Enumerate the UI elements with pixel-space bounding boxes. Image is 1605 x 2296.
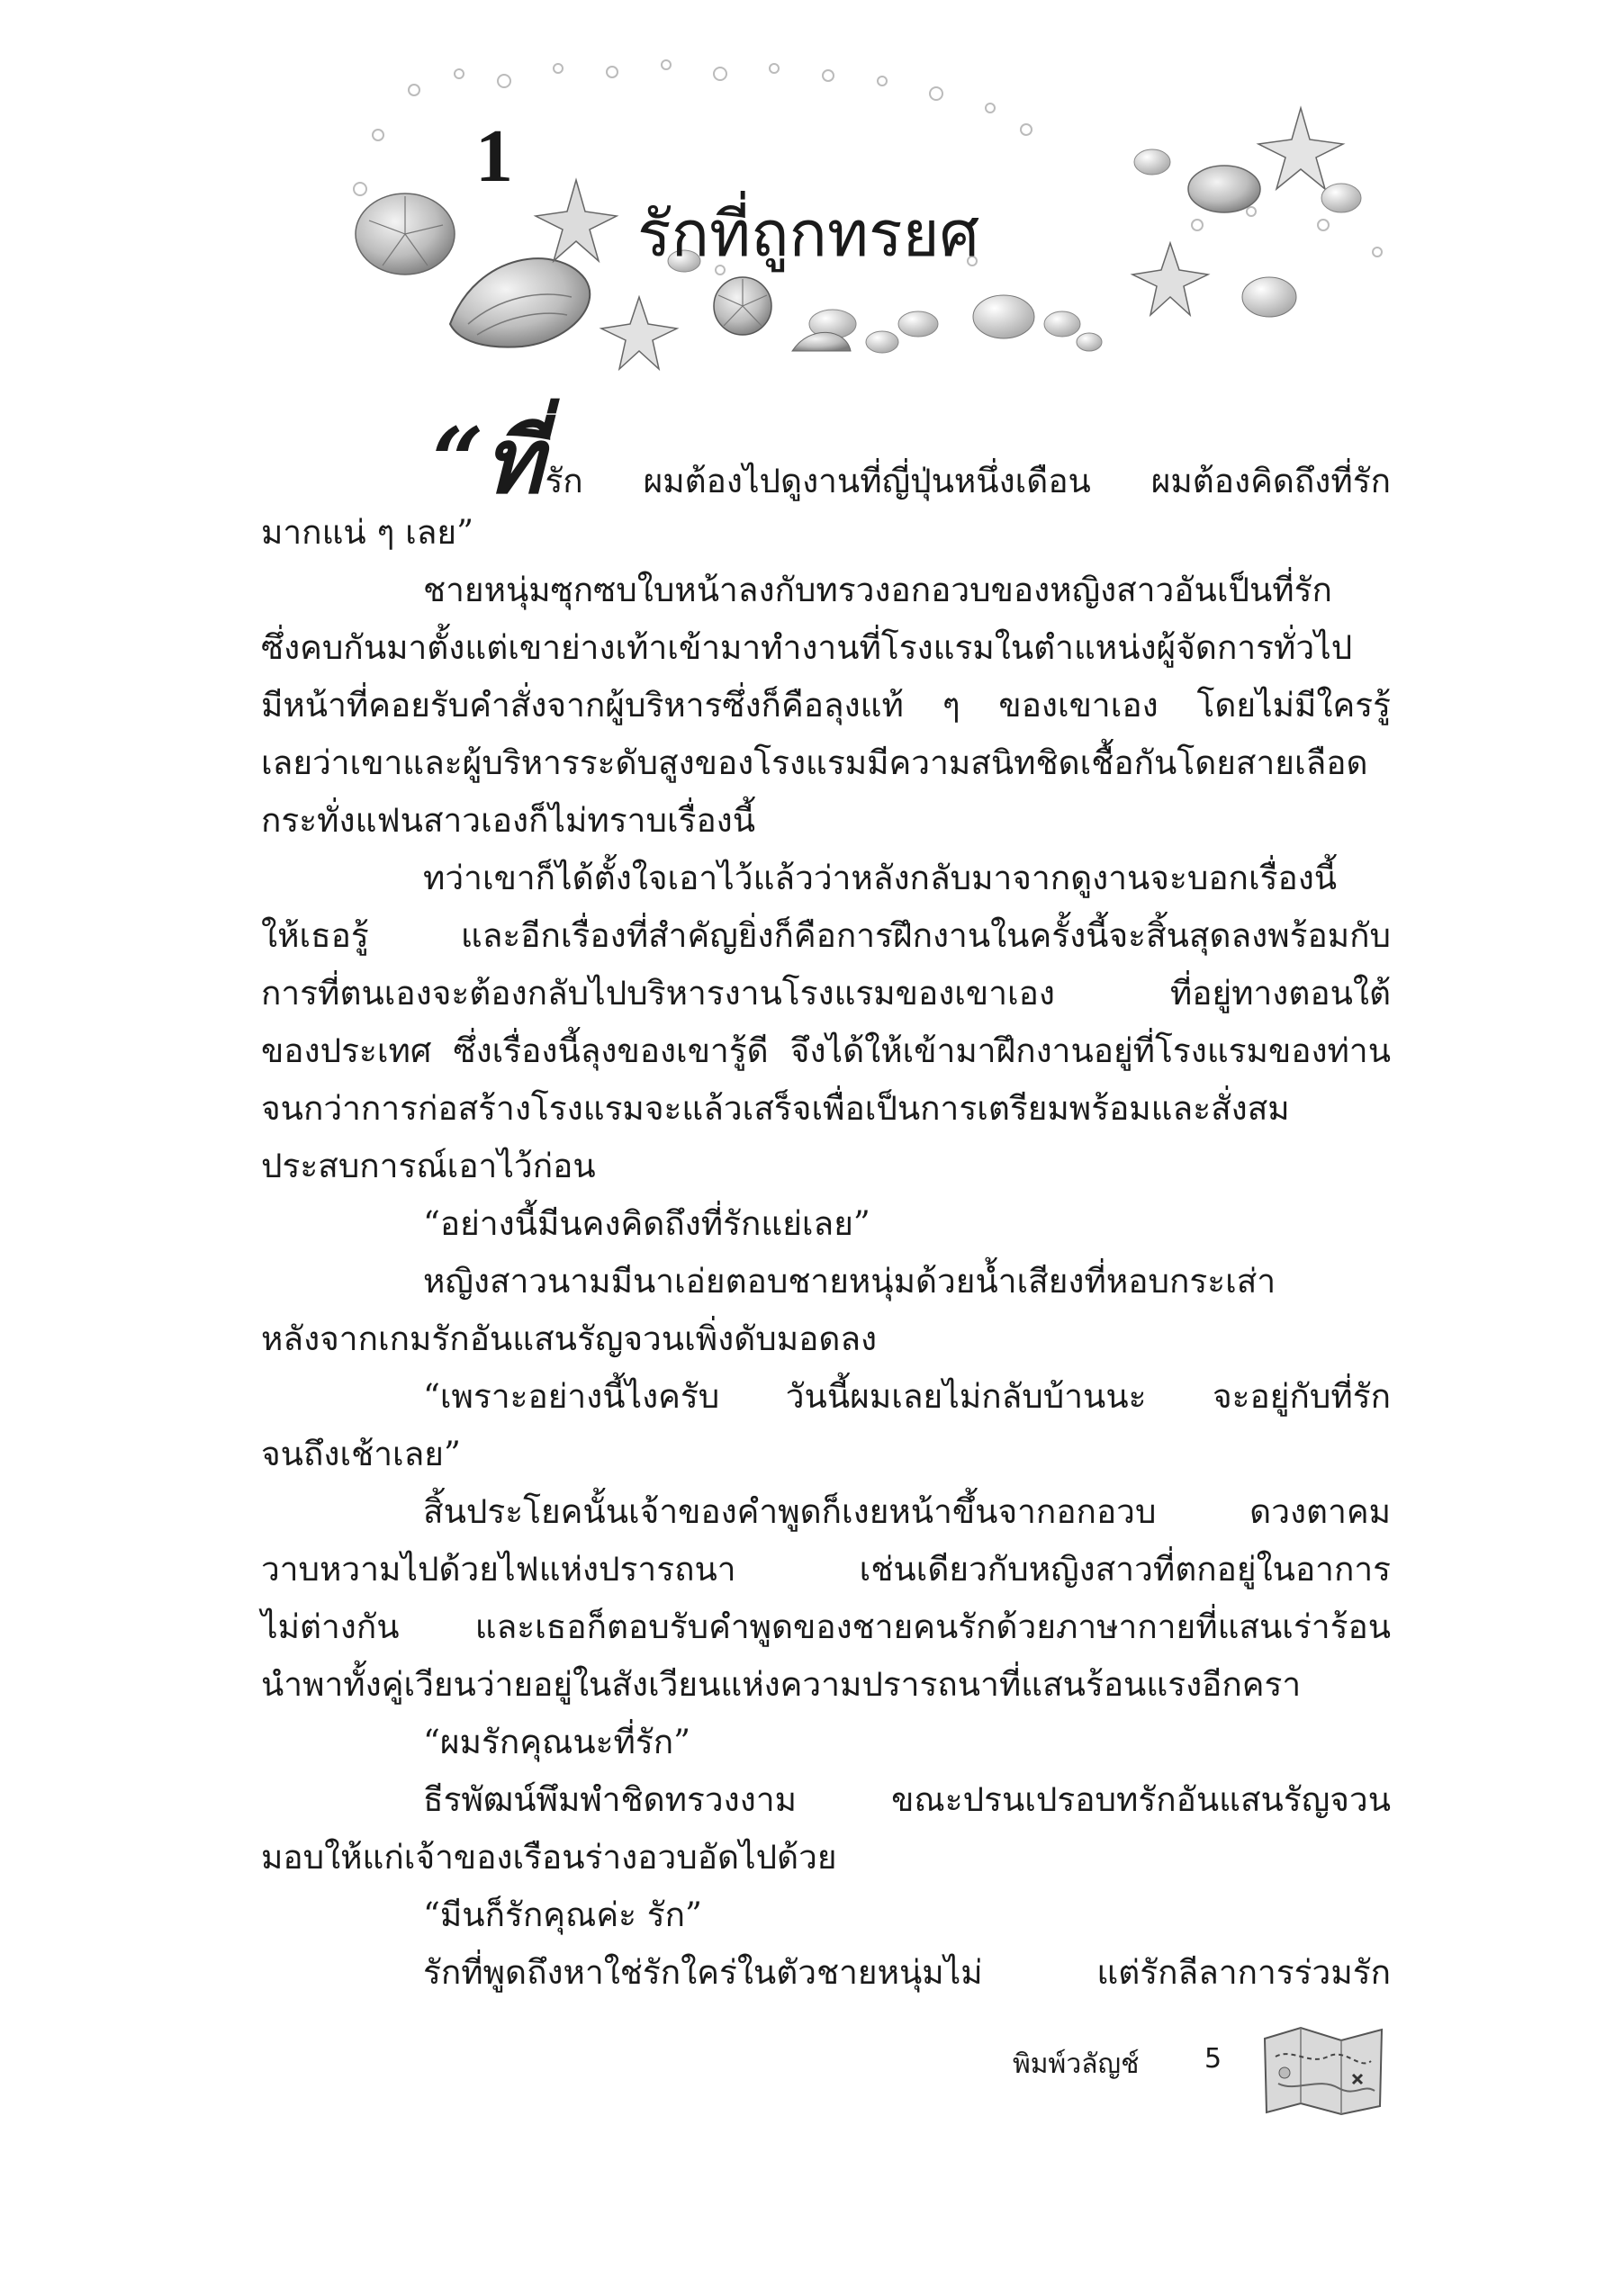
paragraph-line: กระทั่งแฟนสาวเองก็ไม่ทราบเรื่องนี้ [261, 801, 756, 840]
paragraph-line: รักที่พูดถึงหาใช่รักใคร่ในตัวชายหนุ่มไม่ แต่รักลีลาการร่วมรัก [423, 1953, 1391, 1992]
paragraph-text: รัก ผมต้องไปดูงานที่ญี่ปุ่นหนึ่งเดือน ผมต้องคิดถึงที่รัก [545, 462, 1391, 500]
paragraph-1-line-1 [261, 408, 1391, 514]
paragraph-line: เลยว่าเขาและผู้บริหารระดับสูงของโรงแรมมีความสนิทชิดเชื้อกันโดยสายเลือด [261, 743, 1368, 782]
footer-author-name: พิมพ์วลัญช์ [1013, 2048, 1140, 2080]
paragraph-1-line-2: มากแน่ ๆ เลย” [261, 513, 474, 552]
page-number: 5 [1204, 2043, 1222, 2075]
dialogue-line: “อย่างนี้มีนคงคิดถึงที่รักแย่เลย” [423, 1204, 870, 1243]
chapter-title: รักที่ถูกทรยศ [637, 197, 980, 271]
paragraph-line: นำพาทั้งคู่เวียนว่ายอยู่ในสังเวียนแห่งความปรารถนาที่แสนร้อนแรงอีกครา [261, 1665, 1302, 1704]
paragraph-line: หลังจากเกมรักอันแสนรัญจวนเพิ่งดับมอดลง [261, 1319, 878, 1358]
paragraph-line: ให้เธอรู้ และอีกเรื่องที่สำคัญยิ่งก็คือการฝึกงานในครั้งนี้จะสิ้นสุดลงพร้อมกับ [261, 916, 1391, 955]
chapter-number: 1 [475, 114, 513, 198]
paragraph-line: ชายหนุ่มซุกซบใบหน้าลงกับทรวงอกอวบของหญิงสาวอันเป็นที่รัก [423, 571, 1332, 609]
paragraph-line: ประสบการณ์เอาไว้ก่อน [261, 1147, 596, 1185]
paragraph-line: ไม่ต่างกัน และเธอก็ตอบรับคำพูดของชายคนรักด้วยภาษากายที่แสนเร่าร้อน [261, 1607, 1391, 1646]
paragraph-line: จนกว่าการก่อสร้างโรงแรมจะแล้วเสร็จเพื่อเป็นการเตรียมพร้อมและสั่งสม [261, 1089, 1290, 1128]
paragraph-line: มีหน้าที่คอยรับคำสั่งจากผู้บริหารซึ่งก็คือลุงแท้ ๆ ของเขาเอง โดยไม่มีใครรู้ [261, 686, 1391, 725]
dialogue-line: “มีนก็รักคุณค่ะ รัก” [423, 1895, 702, 1934]
paragraph-line: หญิงสาวนามมีนาเอ่ยตอบชายหนุ่มด้วยน้ำเสียงที่หอบกระเส่า [423, 1262, 1276, 1301]
paragraph-line: สิ้นประโยคนั้นเจ้าของคำพูดก็เงยหน้าขึ้นจากอกอวบ ดวงตาคม [423, 1492, 1391, 1531]
dialogue-line: “ผมรักคุณนะที่รัก” [423, 1723, 691, 1761]
paragraph-line: ของประเทศ ซึ่งเรื่องนี้ลุงของเขารู้ดี จึงได้ให้เข้ามาฝึกงานอยู่ที่โรงแรมของท่าน [261, 1031, 1391, 1070]
paragraph-line: การที่ตนเองจะต้องกลับไปบริหารงานโรงแรมของเขาเอง ที่อยู่ทางตอนใต้ [261, 974, 1391, 1013]
drop-cap: “ที่ [432, 408, 544, 514]
paragraph-line: ทว่าเขาก็ได้ตั้งใจเอาไว้แล้วว่าหลังกลับมาจากดูงานจะบอกเรื่องนี้ [423, 859, 1338, 897]
paragraph-line: ซึ่งคบกันมาตั้งแต่เขาย่างเท้าเข้ามาทำงานที่โรงแรมในตำแหน่งผู้จัดการทั่วไป [261, 628, 1353, 667]
dialogue-line: “เพราะอย่างนี้ไงครับ วันนี้ผมเลยไม่กลับบ้านนะ จะอยู่กับที่รัก [423, 1377, 1391, 1416]
paragraph-line: ธีรพัฒน์พึมพำชิดทรวงงาม ขณะปรนเปรอบทรักอันแสนรัญจวน [423, 1780, 1391, 1819]
chapter-body [261, 408, 1391, 2002]
paragraph-line: วาบหวามไปด้วยไฟแห่งปรารถนา เช่นเดียวกับหญิงสาวที่ตกอยู่ในอาการ [261, 1550, 1391, 1589]
treasure-map-icon [1256, 2021, 1391, 2120]
paragraph-line: มอบให้แก่เจ้าของเรือนร่างอวบอัดไปด้วย [261, 1838, 837, 1877]
dialogue-line: จนถึงเช้าเลย” [261, 1435, 461, 1473]
